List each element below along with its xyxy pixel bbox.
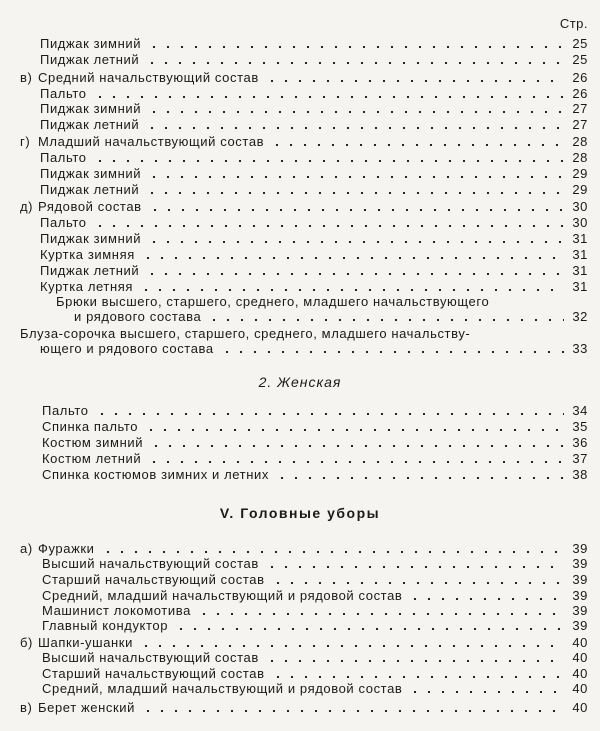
leader-dots: [147, 111, 564, 113]
page-column-label: Стр.: [559, 16, 588, 31]
entry-page: 39: [572, 603, 588, 618]
entry-text: Высший начальствующий состав: [42, 650, 259, 665]
leader-dots: [265, 80, 564, 82]
entry-page: 40: [572, 700, 588, 715]
entry-page: 31: [572, 231, 588, 246]
leader-dots: [408, 691, 564, 693]
entry-text: ющего и рядового состава: [40, 341, 214, 356]
toc-entry: [40, 231, 588, 246]
entry-text: Пиджак летний: [40, 52, 140, 67]
entry-text: Главный кондуктор: [42, 618, 169, 633]
entry-text: Высший начальствующий состав: [42, 556, 259, 571]
entry-text: Костюм летний: [42, 451, 142, 466]
leader-dots: [148, 209, 564, 211]
toc-entry: [42, 666, 588, 681]
entry-text: Старший начальствующий состав: [42, 666, 265, 681]
entry-page: 29: [572, 166, 588, 181]
leader-dots: [145, 273, 564, 275]
toc-entry: [40, 263, 588, 278]
leader-dots: [220, 351, 564, 353]
toc-entry: [42, 572, 588, 587]
entry-text: Пиджак летний: [40, 182, 140, 197]
leader-dots: [139, 289, 564, 291]
entry-text: Костюм зимний: [42, 435, 144, 450]
entry-page: 31: [572, 279, 588, 294]
entry-text: Пиджак зимний: [40, 36, 142, 51]
leader-dots: [141, 710, 564, 712]
entry-page: 25: [572, 52, 588, 67]
toc-entry: [40, 117, 588, 132]
leader-dots: [93, 160, 564, 162]
leader-dots: [93, 96, 564, 98]
entry-page: 35: [572, 419, 588, 434]
entry-page: 36: [572, 435, 588, 450]
entry-page: 27: [572, 117, 588, 132]
toc-entry: [40, 101, 588, 116]
leader-dots: [408, 598, 564, 600]
entry-page: 31: [572, 263, 588, 278]
entry-page: 34: [572, 403, 588, 418]
toc-entry: [42, 419, 588, 434]
toc-entry-multiline: [74, 309, 588, 324]
leader-dots: [270, 144, 564, 146]
toc-entry: [40, 86, 588, 101]
leader-dots: [145, 192, 564, 194]
leader-dots: [139, 645, 564, 647]
leader-dots: [265, 566, 564, 568]
toc-entry: [20, 199, 588, 214]
leader-dots: [145, 127, 564, 129]
entry-text: Машинист локомотива: [42, 603, 191, 618]
leader-dots: [265, 660, 564, 662]
entry-page: 32: [572, 309, 588, 324]
entry-text: Старший начальствующий состав: [42, 572, 265, 587]
entry-page: 39: [572, 541, 588, 556]
toc-entry: [40, 215, 588, 230]
section-title-women: 2. Женская: [258, 374, 342, 390]
toc-entry-multiline-line1: Брюки высшего, старшего, среднего, младшего начальствующего: [56, 294, 490, 309]
toc-entry: [42, 467, 588, 482]
entry-page: 30: [572, 199, 588, 214]
entry-text: Спинка костюмов зимних и летних: [42, 467, 269, 482]
entry-page: 38: [572, 467, 588, 482]
entry-page: 28: [572, 134, 588, 149]
entry-page: 40: [572, 666, 588, 681]
toc-entry: [20, 134, 588, 149]
leader-dots: [271, 676, 564, 678]
entry-text: Средний, младший начальствующий и рядовой состав: [42, 681, 403, 696]
entry-text: Рядовой состав: [38, 199, 142, 214]
entry-page: 40: [572, 650, 588, 665]
toc-entry: [20, 541, 588, 556]
leader-dots: [147, 241, 564, 243]
leader-dots: [101, 551, 564, 553]
leader-dots: [207, 319, 564, 321]
entry-page: 27: [572, 101, 588, 116]
entry-text: и рядового состава: [74, 309, 202, 324]
entry-page: 25: [572, 36, 588, 51]
entry-prefix: б): [20, 635, 33, 650]
entry-prefix: а): [20, 541, 33, 556]
entry-text: Пиджак зимний: [40, 231, 142, 246]
entry-text: Пальто: [42, 403, 89, 418]
entry-page: 37: [572, 451, 588, 466]
entry-page: 29: [572, 182, 588, 197]
toc-entry: [42, 618, 588, 633]
leader-dots: [93, 225, 564, 227]
entry-prefix: д): [20, 199, 34, 214]
entry-page: 26: [572, 70, 588, 85]
leader-dots: [147, 46, 564, 48]
entry-text: Пальто: [40, 215, 87, 230]
toc-entry: [40, 247, 588, 262]
entry-page: 28: [572, 150, 588, 165]
entry-prefix: г): [20, 134, 31, 149]
leader-dots: [141, 257, 564, 259]
leader-dots: [144, 429, 564, 431]
toc-entry: [40, 150, 588, 165]
entry-page: 30: [572, 215, 588, 230]
leader-dots: [95, 413, 564, 415]
entry-text: Пиджак зимний: [40, 101, 142, 116]
toc-entry: [42, 603, 588, 618]
entry-prefix: в): [20, 70, 33, 85]
entry-text: Куртка зимняя: [40, 247, 135, 262]
entry-page: 39: [572, 618, 588, 633]
toc-entry: [40, 166, 588, 181]
entry-text: Средний начальствующий состав: [38, 70, 259, 85]
entry-page: 39: [572, 588, 588, 603]
toc-entry: [42, 588, 588, 603]
toc-entry: [40, 279, 588, 294]
entry-page: 40: [572, 681, 588, 696]
entry-text: Пиджак летний: [40, 117, 140, 132]
entry-page: 39: [572, 572, 588, 587]
toc-entry: [42, 650, 588, 665]
toc-entry: [20, 635, 588, 650]
toc-entry: [20, 70, 588, 85]
toc-entry: [40, 182, 588, 197]
entry-page: 31: [572, 247, 588, 262]
leader-dots: [197, 613, 564, 615]
leader-dots: [147, 461, 564, 463]
entry-text: Шапки-ушанки: [38, 635, 133, 650]
leader-dots: [147, 176, 564, 178]
entry-prefix: в): [20, 700, 33, 715]
toc-entry: [40, 52, 588, 67]
section-title-headwear: V. Головные уборы: [219, 505, 381, 521]
leader-dots: [145, 62, 564, 64]
toc-entry: [42, 435, 588, 450]
entry-page: 33: [572, 341, 588, 356]
entry-text: Пиджак зимний: [40, 166, 142, 181]
entry-text: Пальто: [40, 150, 87, 165]
entry-page: 40: [572, 635, 588, 650]
entry-page: 26: [572, 86, 588, 101]
toc-entry-multiline-line1: Блуза-сорочка высшего, старшего, среднего, младшего начальству-: [20, 326, 471, 341]
toc-entry-multiline: [40, 341, 588, 356]
leader-dots: [174, 628, 564, 630]
toc-entry: [20, 700, 588, 715]
entry-page: 39: [572, 556, 588, 571]
entry-text: Спинка пальто: [42, 419, 139, 434]
toc-entry: [42, 681, 588, 696]
entry-text: Пиджак летний: [40, 263, 140, 278]
leader-dots: [149, 445, 564, 447]
leader-dots: [275, 477, 564, 479]
entry-text: Средний, младший начальствующий и рядовой состав: [42, 588, 403, 603]
entry-text: Куртка летняя: [40, 279, 134, 294]
leader-dots: [271, 582, 564, 584]
toc-entry: [42, 403, 588, 418]
toc-entry: [42, 556, 588, 571]
toc-entry: [40, 36, 588, 51]
entry-text: Пальто: [40, 86, 87, 101]
entry-text: Младший начальствующий состав: [38, 134, 265, 149]
entry-text: Берет женский: [38, 700, 135, 715]
toc-entry: [42, 451, 588, 466]
entry-text: Фуражки: [38, 541, 95, 556]
